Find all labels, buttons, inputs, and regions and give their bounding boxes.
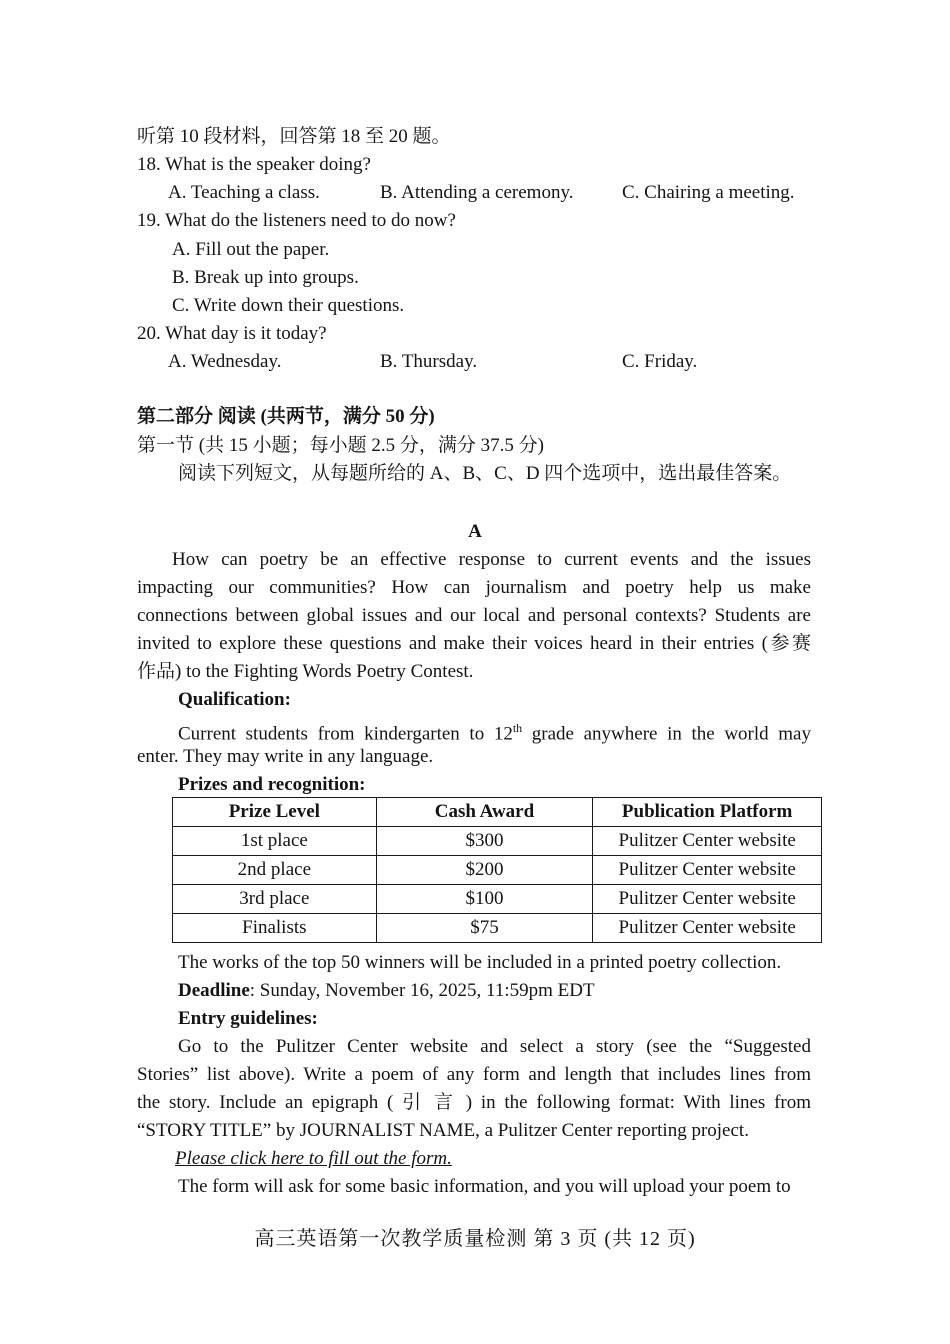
qualification-line-1 [178,715,811,747]
q20-option-c: C. Friday. [622,351,698,372]
q19-option-a: A. Fill out the paper. [172,239,330,260]
cash-award-cell: $300 [376,827,593,856]
q20-option-b: B. Thursday. [380,351,478,372]
deadline-label: Deadline [178,980,250,1001]
form-note: The form will ask for some basic information, and you will upload your poem to [178,1176,791,1197]
qualification-line-2: enter. They may write in any language. [137,746,434,767]
q19-option-c: C. Write down their questions. [172,295,405,316]
platform-cell: Pulitzer Center website [593,885,822,914]
section-one-title: 第一节 (共 15 小题；每小题 2.5 分，满分 37.5 分) [137,435,544,456]
platform-cell: Pulitzer Center website [593,827,822,856]
guidelines-line-1: Go to the Pulitzer Center website and select a story (see the “Suggested [178,1036,811,1057]
table-row [173,914,822,943]
deadline-value: : Sunday, November 16, 2025, 11:59pm EDT [249,980,595,1001]
deadline [178,978,595,1004]
cash-award-cell: $75 [376,914,593,943]
para1-line-3: connections between global issues and our local and personal contexts? Students are [137,605,811,626]
prizes-heading: Prizes and recognition: [178,774,366,795]
guidelines-line-4: “STORY TITLE” by JOURNALIST NAME, a Pulitzer Center reporting project. [137,1120,749,1141]
qualification-text-b: grade anywhere in the world may [522,723,811,745]
page-footer: 高三英语第一次教学质量检测 第 3 页 (共 12 页) [254,1228,696,1250]
q18-option-b: B. Attending a ceremony. [380,182,574,203]
q20-option-a: A. Wednesday. [168,351,282,372]
table-row [173,856,822,885]
header-prize-level: Prize Level [173,798,377,827]
table-row [173,827,822,856]
para1-line-4: invited to explore these questions and make their voices heard in their entries (参赛 [137,633,811,654]
q18-option-c: C. Chairing a meeting. [622,182,795,203]
guidelines-line-2: Stories” list above). Write a poem of any form and length that includes lines from [137,1064,811,1085]
prize-table [172,797,822,943]
qualification-text-a: Current students from kindergarten to 12 [178,723,513,745]
table-header-row [173,798,822,827]
prize-level-cell: 1st place [173,827,377,856]
q18-option-a: A. Teaching a class. [168,182,320,203]
cash-award-cell: $100 [376,885,593,914]
prize-level-cell: 2nd place [173,856,377,885]
prize-level-cell: Finalists [173,914,377,943]
platform-cell: Pulitzer Center website [593,856,822,885]
header-cash-award: Cash Award [376,798,593,827]
cash-award-cell: $200 [376,856,593,885]
header-publication-platform: Publication Platform [593,798,822,827]
question-20: 20. What day is it today? [137,323,327,344]
guidelines-line-3: the story. Include an epigraph ( 引 言 ) in the following format: With lines from [137,1092,811,1113]
q19-option-b: B. Break up into groups. [172,267,359,288]
listening-intro: 听第 10 段材料，回答第 18 至 20 题。 [137,126,451,147]
platform-cell: Pulitzer Center website [593,914,822,943]
reading-instruction: 阅读下列短文，从每题所给的 A、B、C、D 四个选项中，选出最佳答案。 [178,463,792,484]
passage-label: A [468,521,482,542]
top-50-note: The works of the top 50 winners will be included in a printed poetry collection. [178,952,782,973]
para1-line-1: How can poetry be an effective response to current events and the issues [172,549,811,570]
prize-level-cell: 3rd place [173,885,377,914]
grade-superscript: th [512,721,523,735]
para1-line-5: 作品) to the Fighting Words Poetry Contest. [137,661,474,682]
question-19: 19. What do the listeners need to do now? [137,210,456,231]
para1-line-2: impacting our communities? How can journalism and poetry help us make [137,577,811,598]
question-18: 18. What is the speaker doing? [137,154,371,175]
qualification-heading: Qualification: [178,689,291,710]
guidelines-heading: Entry guidelines: [178,1008,318,1029]
fill-form-link[interactable]: Please click here to fill out the form. [175,1148,452,1169]
table-row [173,885,822,914]
part-two-title: 第二部分 阅读 (共两节，满分 50 分) [137,406,435,427]
